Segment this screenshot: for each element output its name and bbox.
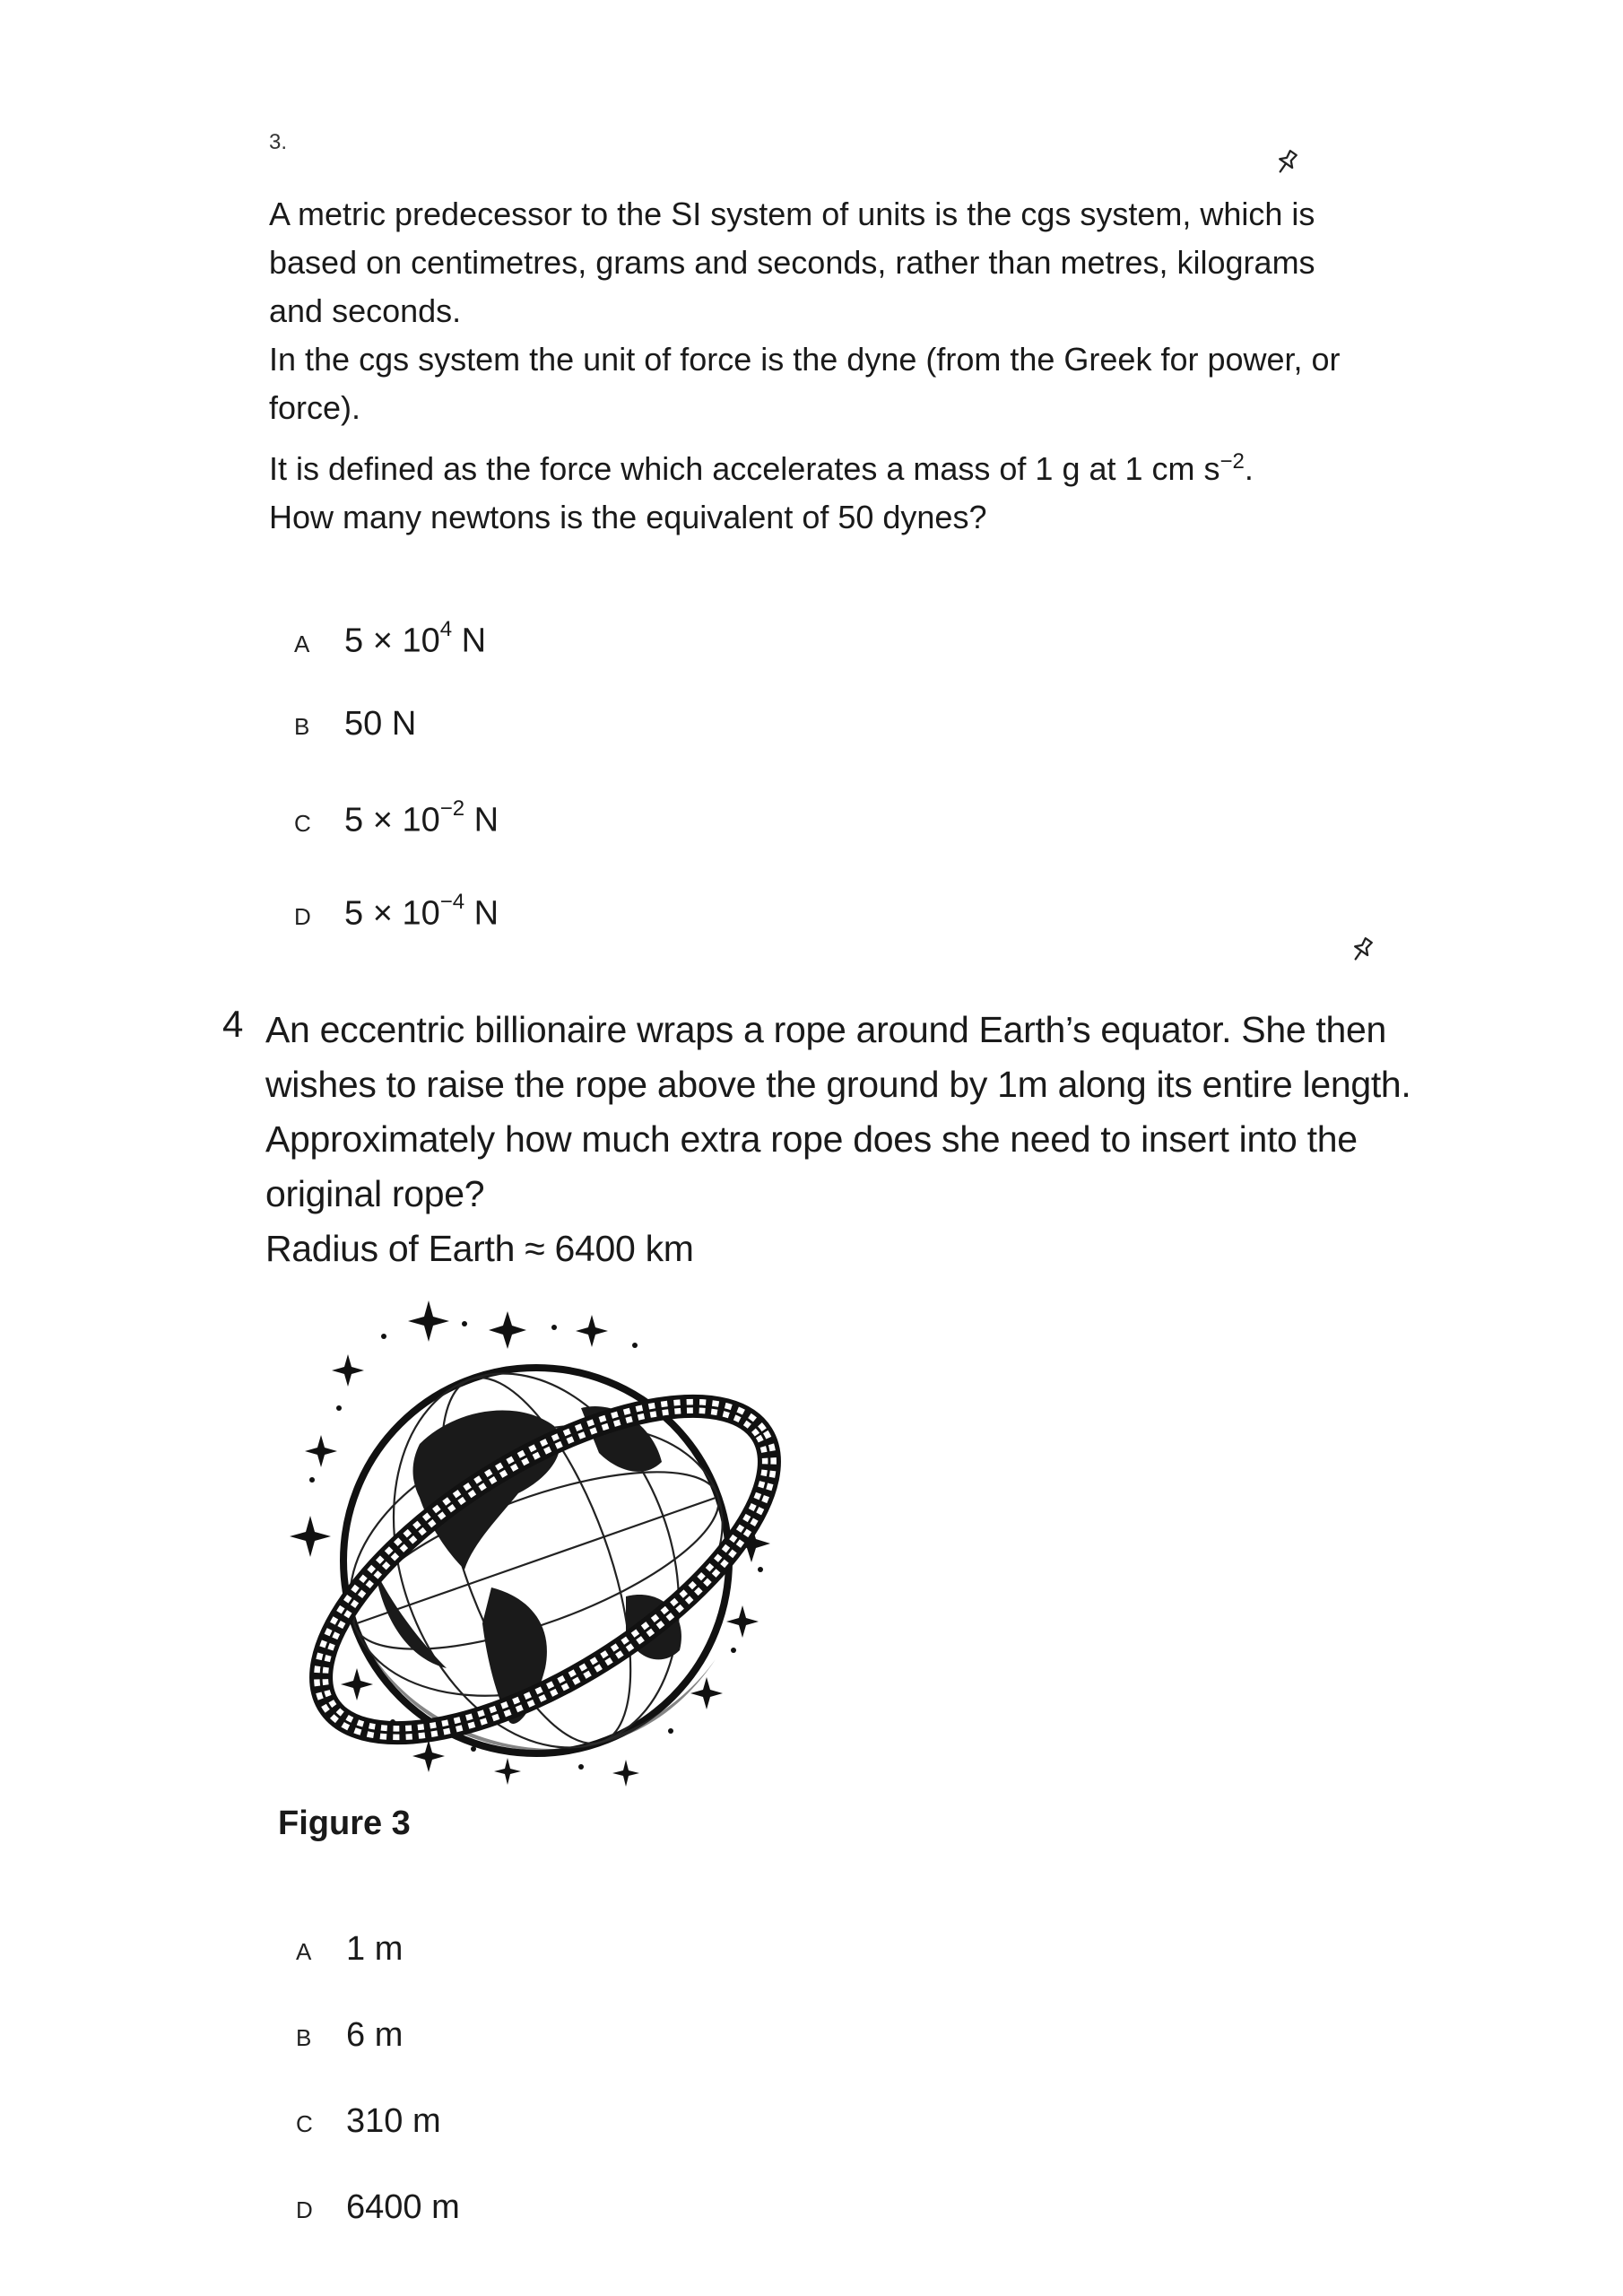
question-3-text xyxy=(269,190,1345,542)
question-3-definition: It is defined as the force which accelerates a mass of 1 g at 1 cm $s^{-2}$. xyxy=(269,449,1254,487)
question-3-option-d[interactable]: D $5 \times 10^{-4}$ N xyxy=(294,890,499,933)
question-3-option-c[interactable]: C $5 \times 10^{-2}$ N xyxy=(294,796,499,839)
question-3-prompt: How many newtons is the equivalent of 50 dynes? xyxy=(269,499,987,535)
question-4-line: original rope? xyxy=(265,1173,485,1214)
question-4-line: wishes to raise the rope above the ground by 1m along its entire length. xyxy=(265,1064,1411,1105)
question-4-option-d[interactable]: D 6400 m xyxy=(296,2188,460,2226)
question-4-line: Radius of Earth ≈ 6400 km xyxy=(265,1228,694,1269)
question-3-paragraph: A metric predecessor to the SI system of units is the cgs system, which is based on centimetres, grams and seconds, rather than metres, kilograms and seconds. xyxy=(269,196,1315,329)
question-4-line: An eccentric billionaire wraps a rope around Earth’s equator. She then xyxy=(265,1009,1387,1050)
question-3-number: 3. xyxy=(269,130,288,154)
pin-icon[interactable] xyxy=(1347,935,1377,965)
earth-rope-illustration xyxy=(285,1300,796,1803)
question-3-paragraph: In the cgs system the unit of force is the dyne (from the Greek for power, or force). xyxy=(269,341,1341,426)
question-4-number: 4 xyxy=(222,1003,244,1045)
question-3-option-b[interactable]: B 50 N xyxy=(294,705,417,743)
question-4-text xyxy=(265,1003,1431,1276)
question-4-option-c[interactable]: C 310 m xyxy=(296,2102,441,2140)
question-3-option-a[interactable]: A $5 \times 10^4$ N xyxy=(294,617,487,660)
pin-icon[interactable] xyxy=(1271,147,1302,178)
question-4-option-b[interactable]: B 6 m xyxy=(296,2016,404,2054)
question-4-option-a[interactable]: A 1 m xyxy=(296,1930,404,1968)
question-4-line: Approximately how much extra rope does she need to insert into the xyxy=(265,1118,1358,1160)
figure-caption: Figure 3 xyxy=(278,1805,411,1842)
